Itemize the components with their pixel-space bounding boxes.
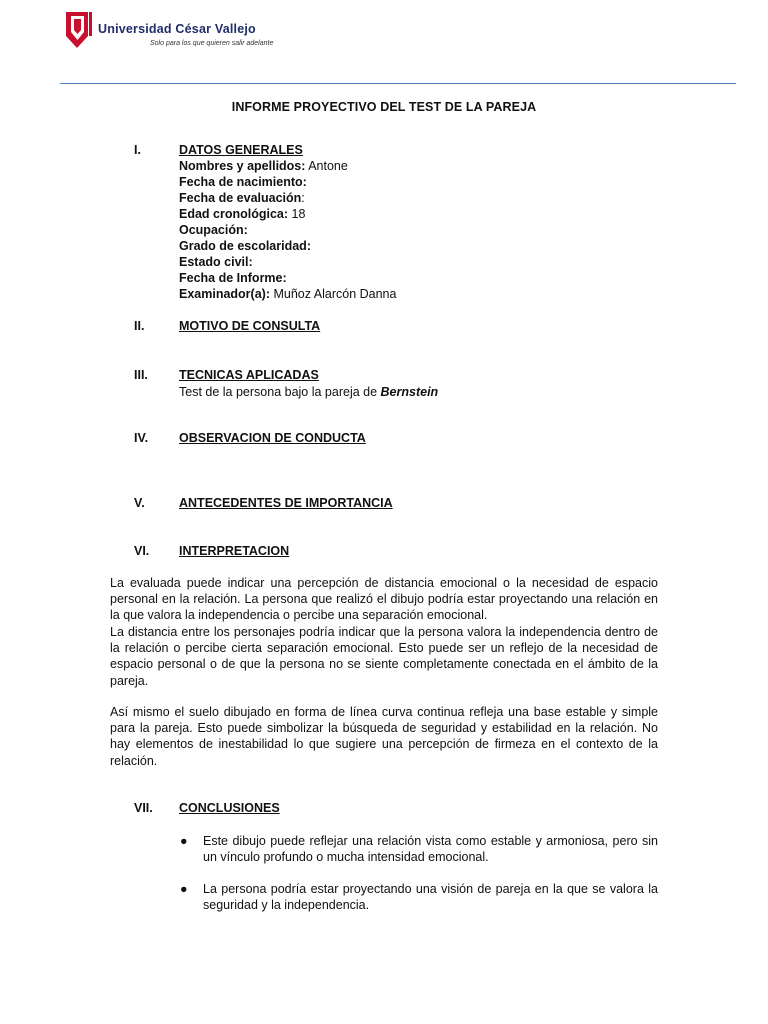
tecnicas-author: Bernstein	[380, 385, 439, 399]
header-rule	[60, 83, 736, 84]
interpretacion-paragraph-1: La evaluada puede indicar una percepción de distancia emocional o la necesidad de espacio personal en la relación. La persona que realizó el dibujo podría estar proyectando una relación en la que valora la independencia o percibe una separación emocional.	[110, 576, 658, 623]
section-heading: TECNICAS APLICADAS	[179, 368, 319, 382]
field-fecha-evaluacion: Fecha de evaluación:	[179, 191, 305, 205]
section-heading: CONCLUSIONES	[179, 801, 280, 815]
section-number: III.	[134, 368, 148, 382]
field-edad: Edad cronológica: 18	[179, 207, 306, 221]
interpretacion-paragraph-3: Así mismo el suelo dibujado en forma de línea curva continua refleja una base estable y simple para la pareja. Esto puede simbolizar la búsqueda de seguridad y estabilidad en la relación. No hay elementos de inestabilidad lo que sugiere una percepción de firmeza en el contexto de la relación.	[110, 705, 658, 768]
section-number: V.	[134, 496, 145, 510]
section-heading: OBSERVACION DE CONDUCTA	[179, 431, 366, 445]
section-heading: MOTIVO DE CONSULTA	[179, 319, 321, 333]
section-number: VI.	[134, 544, 150, 558]
tecnicas-text: Test de la persona bajo la pareja de Bernstein	[179, 385, 439, 399]
conclusion-text: La persona podría estar proyectando una visión de pareja en la que se valora la seguridad y la independencia.	[203, 882, 658, 913]
field-estado-civil: Estado civil:	[179, 255, 253, 269]
field-ocupacion: Ocupación:	[179, 223, 248, 237]
university-name: Universidad César Vallejo	[98, 22, 256, 36]
field-examinador: Examinador(a): Muñoz Alarcón Danna	[179, 287, 397, 301]
field-nombres: Nombres y apellidos: Antone	[179, 159, 348, 173]
university-logo	[64, 10, 274, 52]
section-heading: ANTECEDENTES DE IMPORTANCIA	[179, 496, 393, 510]
interpretacion-paragraph-2: La distancia entre los personajes podría indicar que la persona valora la independencia dentro de la relación o percibe cierta separación emocional. Esto puede ser un reflejo de la necesidad de espacio personal o de que la persona no se siente completamente conectada en el ámbito de la pareja.	[110, 625, 658, 688]
ucv-shield-icon	[64, 10, 94, 50]
field-fecha-nacimiento: Fecha de nacimiento:	[179, 175, 307, 189]
conclusion-text: Este dibujo puede reflejar una relación vista como estable y armoniosa, pero sin un vínculo profundo o mucha intensidad emocional.	[203, 834, 658, 865]
document-title: INFORME PROYECTIVO DEL TEST DE LA PAREJA	[231, 100, 537, 114]
section-number: I.	[134, 143, 141, 157]
section-number: II.	[134, 319, 145, 333]
field-grado: Grado de escolaridad:	[179, 239, 311, 253]
field-fecha-informe: Fecha de Informe:	[179, 271, 287, 285]
bullet-icon: ●	[180, 834, 188, 848]
section-heading: INTERPRETACION	[179, 544, 290, 558]
bullet-icon: ●	[180, 882, 188, 896]
university-slogan: Solo para los que quieren salir adelante	[150, 40, 274, 47]
datos-generales-list	[179, 158, 396, 302]
section-heading: DATOS GENERALES	[179, 143, 303, 157]
section-number: VII.	[134, 801, 153, 815]
section-number: IV.	[134, 431, 149, 445]
